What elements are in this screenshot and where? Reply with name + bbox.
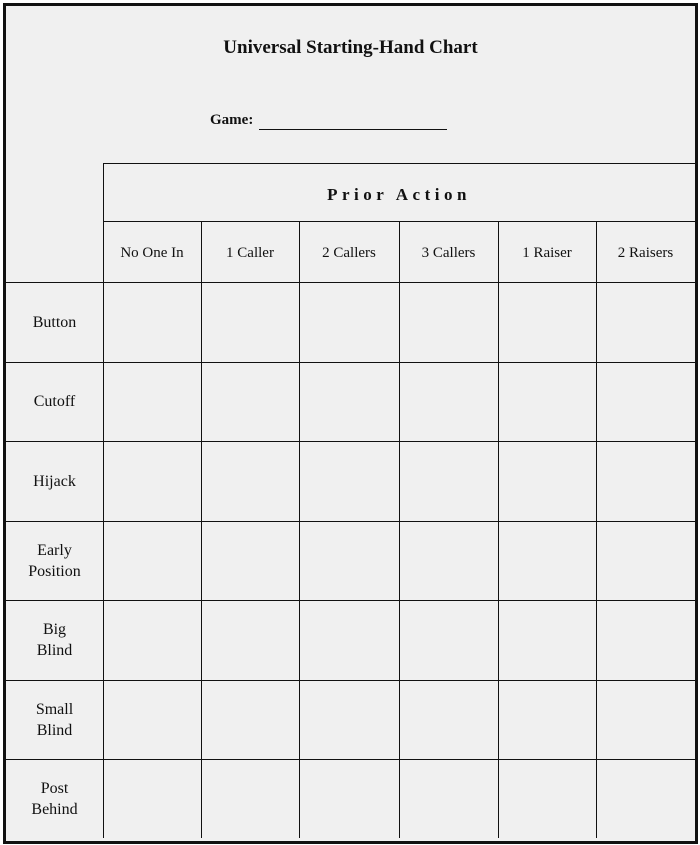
column-header: 2 Callers [322,244,376,261]
hand-cell[interactable] [201,680,299,759]
hand-cell[interactable] [299,680,399,759]
hand-cell[interactable] [103,680,201,759]
hand-cell[interactable] [103,521,201,600]
hand-cell[interactable] [103,441,201,521]
row-header-label: Big Blind [36,621,73,659]
row-header-label: Post Behind [31,779,78,818]
game-field-row [210,106,447,130]
row-header [6,362,103,441]
game-label: Game: [210,112,254,128]
row-header-label: Cutoff [33,393,76,410]
hand-cell[interactable] [103,759,201,838]
hand-cell[interactable] [103,282,201,362]
row-header [6,521,103,600]
hand-cell[interactable] [299,362,399,441]
game-input-line[interactable] [259,113,447,130]
hand-cell[interactable] [596,282,695,362]
hand-cell[interactable] [498,680,596,759]
hand-cell[interactable] [399,521,498,600]
row-header-label: Button [32,313,77,331]
starting-hand-chart-sheet [3,3,698,844]
hand-cell[interactable] [399,600,498,680]
column-header: 2 Raisers [617,244,674,261]
row-header-label: Early Position [28,541,81,580]
hand-cell[interactable] [201,282,299,362]
hand-cell[interactable] [299,282,399,362]
hand-cell[interactable] [201,600,299,680]
hand-cell[interactable] [596,441,695,521]
hand-cell[interactable] [399,282,498,362]
chart-title: Universal Starting-Hand Chart [223,37,478,58]
hand-cell[interactable] [596,759,695,838]
hand-cell[interactable] [201,759,299,838]
hand-cell[interactable] [399,680,498,759]
hand-cell[interactable] [596,600,695,680]
hand-cell[interactable] [498,600,596,680]
header-top-line [103,163,695,164]
row-header [6,282,103,362]
column-header: 1 Caller [226,244,274,261]
row-header-label: Small Blind [35,700,74,739]
hand-cell[interactable] [201,521,299,600]
hand-cell[interactable] [596,362,695,441]
row-header [6,759,103,838]
hand-cell[interactable] [201,362,299,441]
hand-cell[interactable] [299,600,399,680]
hand-cell[interactable] [596,521,695,600]
hand-cell[interactable] [596,680,695,759]
column-header: No One In [120,244,184,261]
column-header: 3 Callers [421,244,476,261]
hand-cell[interactable] [498,441,596,521]
hand-cell[interactable] [299,441,399,521]
row-header [6,680,103,759]
hand-cell[interactable] [299,759,399,838]
column-header: 1 Raiser [522,244,572,261]
prior-action-header: Prior Action [327,185,471,204]
hand-cell[interactable] [399,759,498,838]
row-header [6,600,103,680]
hand-cell[interactable] [399,441,498,521]
hand-cell[interactable] [399,362,498,441]
hand-cell[interactable] [498,282,596,362]
row-header-label: Hijack [33,472,76,490]
hand-cell[interactable] [103,362,201,441]
hand-cell[interactable] [103,600,201,680]
hand-cell[interactable] [498,759,596,838]
hand-cell[interactable] [201,441,299,521]
hand-cell[interactable] [299,521,399,600]
hand-cell[interactable] [498,362,596,441]
hand-cell[interactable] [498,521,596,600]
row-header [6,441,103,521]
